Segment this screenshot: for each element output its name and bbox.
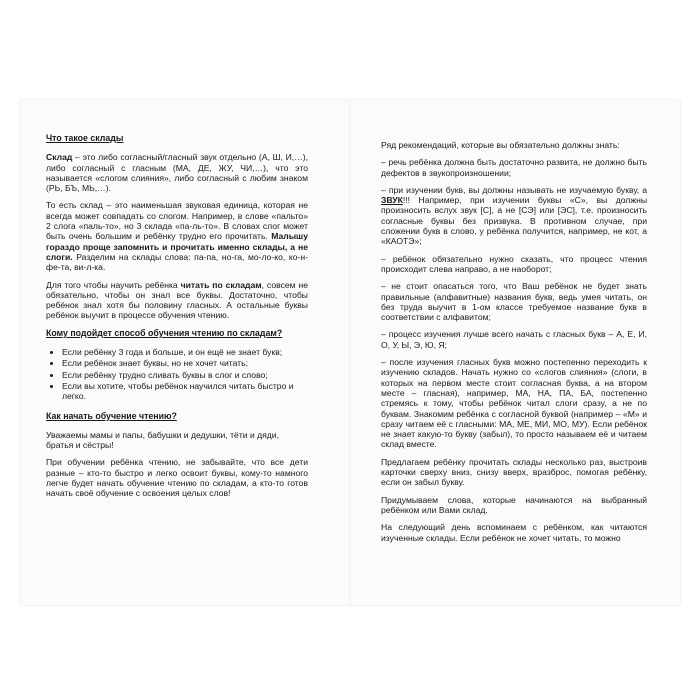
text: – при изучении букв, вы должны называть не изучаемую букву, а — [381, 184, 647, 195]
emphasis-sound: ЗВУК — [381, 195, 403, 206]
list-item: • Если ребёнку 3 года и больше, и он ещё не знает букв; — [62, 347, 308, 357]
emphasis: Малышу гораздо проще запомнить и прочитать именно склады, а не слоги. — [46, 231, 308, 262]
recommendation: – после изучения гласных букв можно постепенно переходить к изучению складов. Начать нужно со «слогов слияния» (слоги, в которых на первом месте стоит согласная буква, а на втором месте – гласная), например, МА, НА, ПА, БА, постепенно стремясь к тому, чтобы ребёнок читал слоги сразу, а не по буквам. Знакомим ребёнка с согласной буквой (например – «М» и сразу читаем её с гласными: МА, МЕ, МИ, МО, МУ). Если ребёнок не знает какую-то букву (забыл), то просто называем её и читаем склад вместе. — [381, 357, 647, 450]
list-item: • Если ребёнок знает буквы, но не хочет читать; — [62, 358, 308, 368]
text: Для того чтобы научить ребёнка — [46, 279, 181, 290]
list-item: • Если вы хотите, чтобы ребёнок научился читать быстро и легко. — [62, 381, 308, 402]
paragraph: Придумываем слова, которые начинаются на выбранный ребёнком или Вами склад. — [381, 494, 647, 515]
paragraph-greeting: Уважаемы мамы и папы, бабушки и дедушки, тёти и дяди, братья и сёстры! — [46, 429, 279, 451]
recommendation: – процесс изучения лучше всего начать с гласных букв – А, Е, И, О, У, Ы, Э, Ю, Я; — [381, 329, 647, 350]
right-page — [381, 140, 647, 550]
recommendation: – не стоит опасаться того, что Ваш ребёнок не будет знать правильные (алфавитные) названия букв, ведь умея читать, он без труда выучит в 1-ом классе требуемое название букв в соответствии с алфавитом; — [381, 281, 647, 323]
recommendation: – ребёнок обязательно нужно сказать, что процесс чтения происходит слева направо, а не наоборот; — [381, 253, 647, 274]
heading-who-fits: Кому подойдет способ обучения чтению по складам? — [46, 327, 283, 338]
paragraph-intro: Ряд рекомендаций, которые вы обязательно должны знать: — [381, 140, 620, 150]
text: Разделим на склады слова: па-па, но-га, мо-ло-ко, ко-н-фе-та, ви-л-ка. — [46, 251, 308, 273]
paragraph: На следующий день вспоминаем с ребёнком, как читаются изученные склады. Если ребёнок не хочет читать, то можно — [381, 522, 647, 543]
who-fits-list — [46, 347, 308, 401]
paragraph-syllable-vs-sklad — [46, 200, 308, 272]
heading-how-to-start: Как начать обучение чтению? — [46, 410, 177, 421]
paragraph-definition — [46, 152, 308, 193]
paragraph-how-to-teach — [46, 280, 308, 321]
recommendation: – речь ребёнка должна быть достаточно развита, не должно быть дефектов в звукопроизношении; — [381, 157, 647, 178]
emphasis: читать по складам — [180, 279, 262, 290]
page-fold — [349, 100, 351, 605]
term-sklad: Склад — [46, 152, 73, 163]
text: То есть склад – это наименьшая звуковая единица, которая не всегда может совпадать со слогом. Например, в слове «пальто» 2 слога «паль-то», но 3 склада «па-ль-то». В словах слог может быть очень большим и ребёнку трудно его прочитать. — [46, 200, 308, 242]
text: !!! Например, при изучении буквы «С», вы должны произносить вслух звук [С], а не [СЭ] или [ЭС], т.е. произносить согласные буквы без призвука. В противном случае, при сложении букв в слово, у ребёнка получится, например, не кот, а «КАОТЭ»; — [381, 195, 647, 247]
definition-text: – это либо согласный/гласный звук отдельно (А, Ш, И,…), либо согласный с гласным (МА, ДЕ, ЖУ, ЧИ,…), что это называется «слогом слияния», либо согласный с любим знаком (РЬ, БЪ, МЬ,…). — [46, 152, 308, 194]
heading-what-is-sklad: Что такое склады — [46, 133, 124, 143]
paragraph: Предлагаем ребёнку прочитать склады несколько раз, выстроив карточки сверху вниз, снизу вверх, вразброс, помогая ребёнку, если он забыл букву. — [381, 456, 647, 488]
recommendation — [381, 185, 647, 247]
list-item: • Если ребёнку трудно сливать буквы в слог и слово; — [62, 370, 308, 380]
left-page — [46, 133, 308, 506]
paragraph-children-differ: При обучении ребёнка чтению, не забывайте, что все дети разные – кто-то быстро и легко освоит буквы, кому-то намного легче будет начать обучение чтению по складам, а кто-то готов начать своё обучение с освоения целых слов! — [46, 457, 308, 499]
text: , совсем не обязательно, чтобы он знал все буквы. Достаточно, чтобы ребёнок знал хотя бы половину гласных. А остальные буквы ребёнок выучит в процессе обучения чтению. — [46, 279, 308, 321]
